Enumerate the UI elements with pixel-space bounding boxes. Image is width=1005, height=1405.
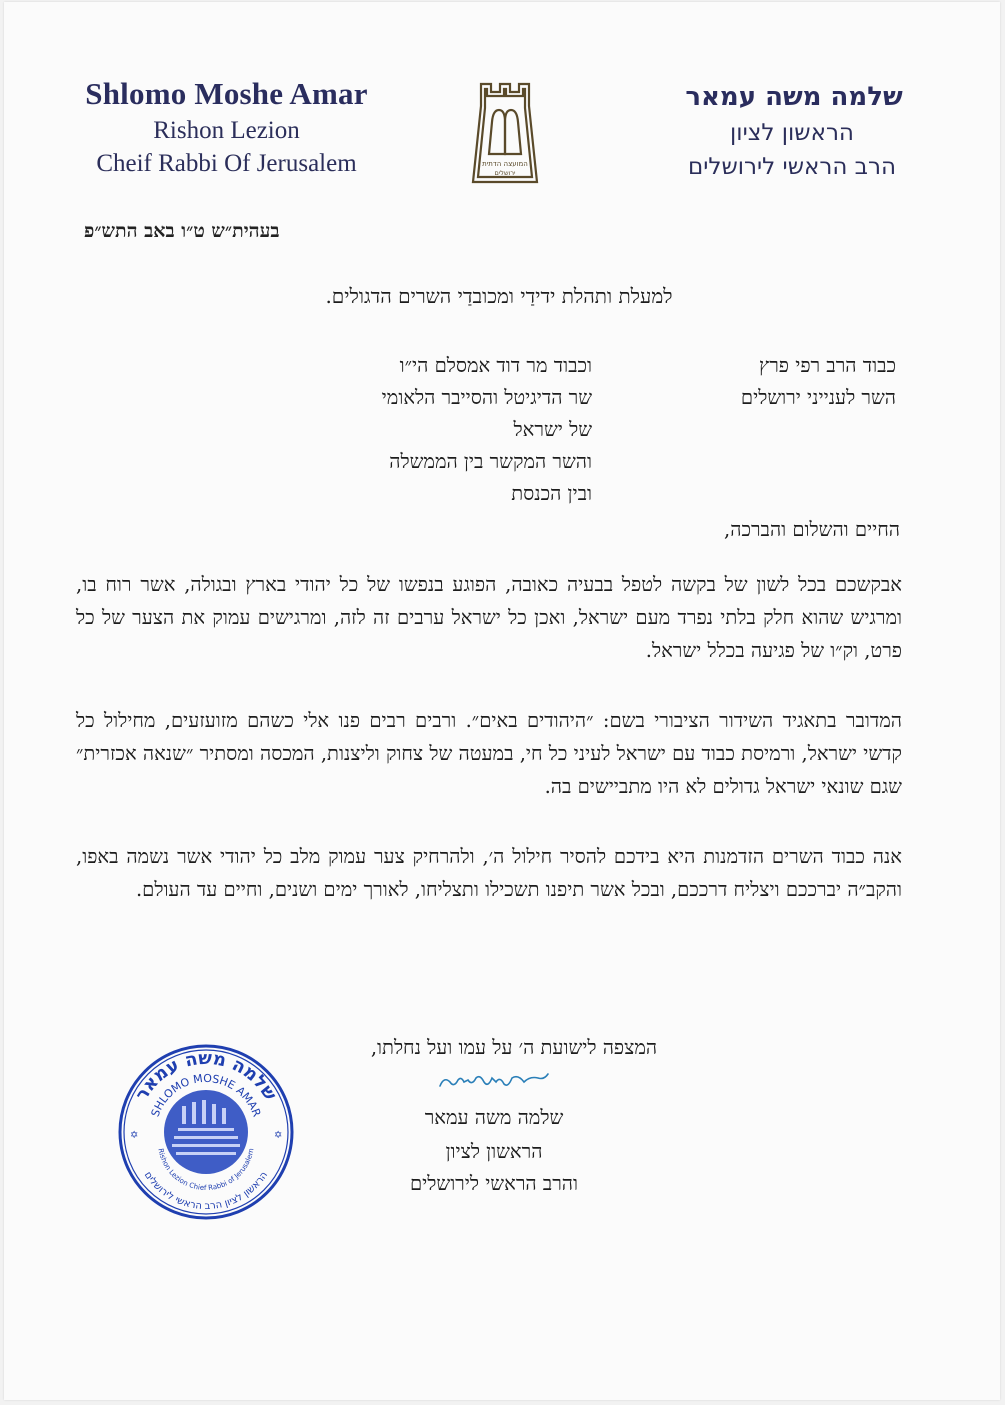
letterhead-hebrew-title-2: הרב הראשי לירושלים [688, 154, 896, 180]
handwritten-signature-icon [434, 1068, 554, 1096]
closing-line: המצפה לישועת ה׳ על עמו ועל נחלתו, [370, 1036, 658, 1059]
signer-title-2: והרב הראשי לירושלים [409, 1172, 578, 1195]
letter-page [4, 2, 1000, 1400]
salutation: למעלת ותהלת ידידַי ומכובדַי השרים הדגולים. [325, 284, 673, 308]
addressee-right-line-1: כבוד הרב רפי פרץ [759, 354, 896, 377]
stamp-hebrew-bottom: הראשון לציון הרב הראשי לירושלים [141, 1169, 271, 1213]
logo-caption-1: המועצה הדתית [482, 160, 528, 168]
addressee-right [636, 350, 896, 414]
signer-name: שלמה משה עמאר [424, 1106, 564, 1129]
body-paragraph-1: אבקשכם בכל לשון של בקשה לטפל בבעיה כאובה, הפוגע בנפשו של כל יהודי בארץ ובגולה, אשר רוח בו, ומרגיש שהוא חלק בלתי נפרד מעם ישראל, ואכן כל ישראל ערבים זה לזה, ומרגישים עמוק את הצער של כל פרט, וק״ו של פגיעה בכלל ישראל. [76, 573, 902, 662]
body-paragraph-3: אנה כבוד השרים הזדמנות היא בידכם להסיר חילול ה׳, ולהרחיק צער עמוק מלב כל יהודי אשר נשמה באפו, והקב״ה יברככם ויצליח דרככם, ובכל אשר תיפנו תשכילו ותצליחו, לאורך ימים ושנים, וחיים עד העולם. [76, 845, 902, 901]
addressee-right-line-2: השר לענייני ירושלים [740, 386, 896, 409]
logo-caption-2: ירושלים [494, 169, 516, 177]
addressee-left-line-2: שר הדיגיטל והסייבר הלאומי של ישראל [381, 386, 592, 441]
greeting: החיים והשלום והברכה, [724, 518, 900, 541]
letterhead-english-title-1: Rishon Lezion [153, 117, 300, 144]
letterhead-hebrew-title-1: הראשון לציון [730, 120, 854, 146]
letterhead-hebrew-name: שלמה משה עמאר [685, 82, 903, 112]
letter-date: בעהית״ש ט״ו באב התש״פ [84, 220, 280, 242]
stamp-english-ring: SHLOMO MOSHE AMAR [148, 1071, 264, 1119]
official-seal-icon [116, 1042, 296, 1222]
signer-title-1: הראשון לציון [445, 1140, 543, 1163]
stamp-star-left-icon: ✡ [130, 1130, 139, 1141]
stamp-hebrew-top: שלמה משה עמאר [131, 1047, 281, 1105]
stamp-english-inner: Rishon Lezion Chief Rabbi of Jerusalem [156, 1147, 256, 1193]
addressee-left-line-1: וכבוד מר דוד אמסלם הי״ו [399, 354, 592, 377]
addressee-left-line-3: והשר המקשר בין הממשלה ובין הכנסת [389, 450, 592, 505]
body-paragraph-2: המדובר בתאגיד השידור הציבורי בשם: ״היהודים באים״. ורבים רבים פנו אלי כשהם מזועזעים, מחילול כל קדשי ישראל, ורמיסת כבוד עם ישראל לעיני כל חי, במעטה של צחוק וליצנות, המכסה ומסתיר ״שנאה אכזרית״ שגם שונאי ישראל גדולים לא היו מתביישים בה. [76, 709, 902, 798]
letterhead-english-name: Shlomo Moshe Amar [85, 76, 368, 111]
letterhead-english-title-2: Cheif Rabbi Of Jerusalem [96, 150, 357, 177]
tower-tablets-emblem-icon [459, 78, 551, 186]
stamp-star-right-icon: ✡ [274, 1130, 283, 1141]
addressee-left [364, 350, 592, 510]
